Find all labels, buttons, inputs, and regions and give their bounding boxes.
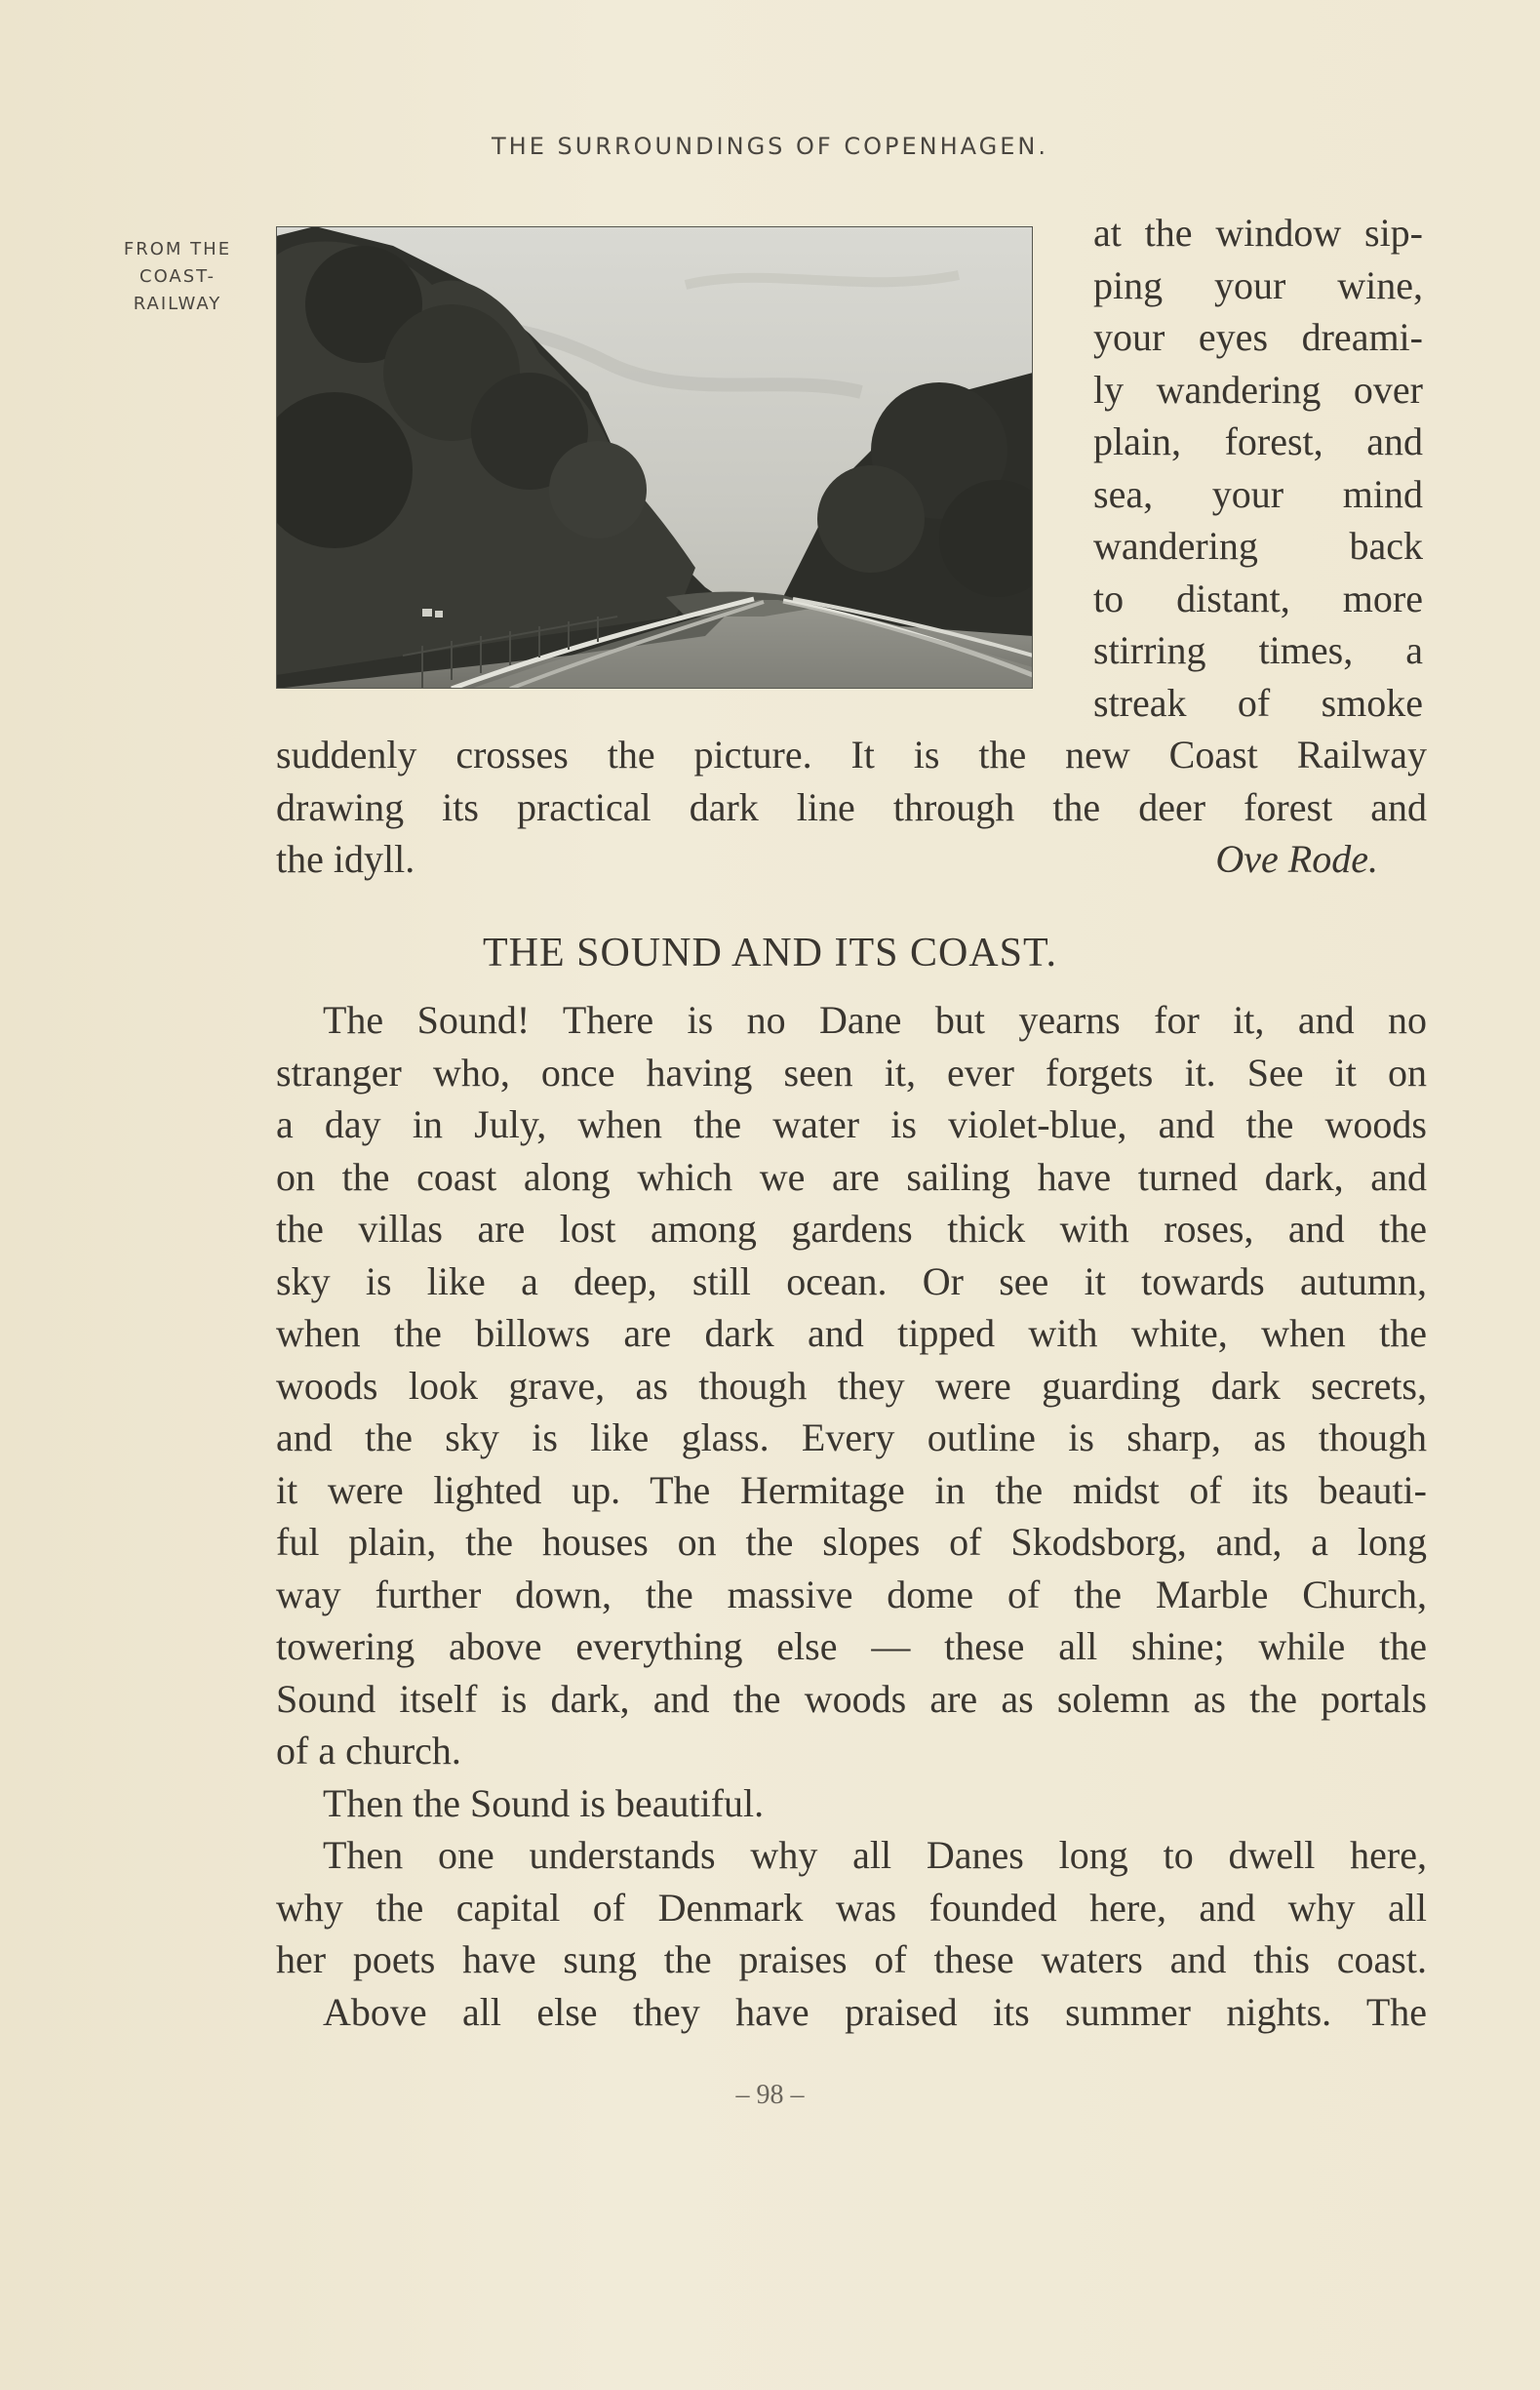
- margin-caption-line: COAST-: [139, 266, 216, 287]
- text-line: at the window sip-: [1093, 211, 1423, 255]
- text-line: when the billows are dark and tipped with white, when the: [276, 1311, 1427, 1355]
- text-line: plain, forest, and: [1093, 419, 1423, 463]
- text-line: way further down, the massive dome of the Marble Church,: [276, 1572, 1427, 1616]
- text-line: towering above everything else — these all shine; while the: [276, 1624, 1427, 1668]
- text-line: Sound itself is dark, and the woods are as solemn as the portals: [276, 1676, 1427, 1721]
- text-line: Above all else they have praised its summer nights. The: [323, 1989, 1427, 2034]
- text-line: and the sky is like glass. Every outline is sharp, as though: [276, 1415, 1427, 1459]
- text-line: sea, your mind: [1093, 471, 1423, 516]
- text-line: stranger who, once having seen it, ever forgets it. See it on: [276, 1050, 1427, 1095]
- text-line: woods look grave, as though they were guarding dark secrets,: [276, 1363, 1427, 1408]
- running-title: THE SURROUNDINGS OF COPENHAGEN.: [492, 133, 1048, 160]
- text-line: wandering back: [1093, 524, 1423, 568]
- text-line: the villas are lost among gardens thick with roses, and the: [276, 1207, 1427, 1251]
- railway-forest-illustration: [276, 226, 1033, 689]
- text-line: it were lighted up. The Hermitage in the midst of its beauti-: [276, 1467, 1427, 1512]
- author-signature: Ove Rode.: [1215, 837, 1378, 881]
- text-line: of a church.: [276, 1729, 461, 1773]
- text-line: streak of smoke: [1093, 680, 1423, 725]
- text-line: stirring times, a: [1093, 628, 1423, 672]
- page-number: – 98 –: [735, 2080, 805, 2110]
- text-line: Then the Sound is beautiful.: [323, 1780, 765, 1825]
- text-line: to distant, more: [1093, 576, 1423, 620]
- text-line: ful plain, the houses on the slopes of Skodsborg, and, a long: [276, 1520, 1427, 1564]
- section-heading: THE SOUND AND ITS COAST.: [482, 931, 1058, 976]
- section-body: [276, 994, 1427, 2038]
- closing-line: [276, 833, 1427, 886]
- intro-paragraph-end: [276, 729, 1427, 886]
- text-line: the idyll.: [276, 837, 415, 881]
- text-line: ping your wine,: [1093, 262, 1423, 307]
- margin-caption-line: FROM THE: [123, 239, 232, 259]
- intro-wrapped-text: [1093, 207, 1423, 729]
- margin-caption-line: RAILWAY: [133, 294, 222, 314]
- text-line: The Sound! There is no Dane but yearns for it, and no: [323, 998, 1427, 1042]
- text-line: suddenly crosses the picture. It is the new Coast Railway: [276, 733, 1427, 777]
- text-line: ly wandering over: [1093, 367, 1423, 412]
- text-line: Then one understands why all Danes long to dwell here,: [323, 1833, 1427, 1877]
- text-line: on the coast along which we are sailing have turned dark, and: [276, 1154, 1427, 1199]
- text-line: sky is like a deep, still ocean. Or see it towards autumn,: [276, 1258, 1427, 1303]
- margin-caption: [109, 236, 246, 318]
- text-line: her poets have sung the praises of these waters and this coast.: [276, 1937, 1427, 1981]
- text-line: a day in July, when the water is violet-blue, and the woods: [276, 1102, 1427, 1146]
- text-line: why the capital of Denmark was founded here, and why all: [276, 1885, 1427, 1930]
- text-line: drawing its practical dark line through the deer forest and: [276, 784, 1427, 829]
- text-line: your eyes dreami-: [1093, 315, 1423, 359]
